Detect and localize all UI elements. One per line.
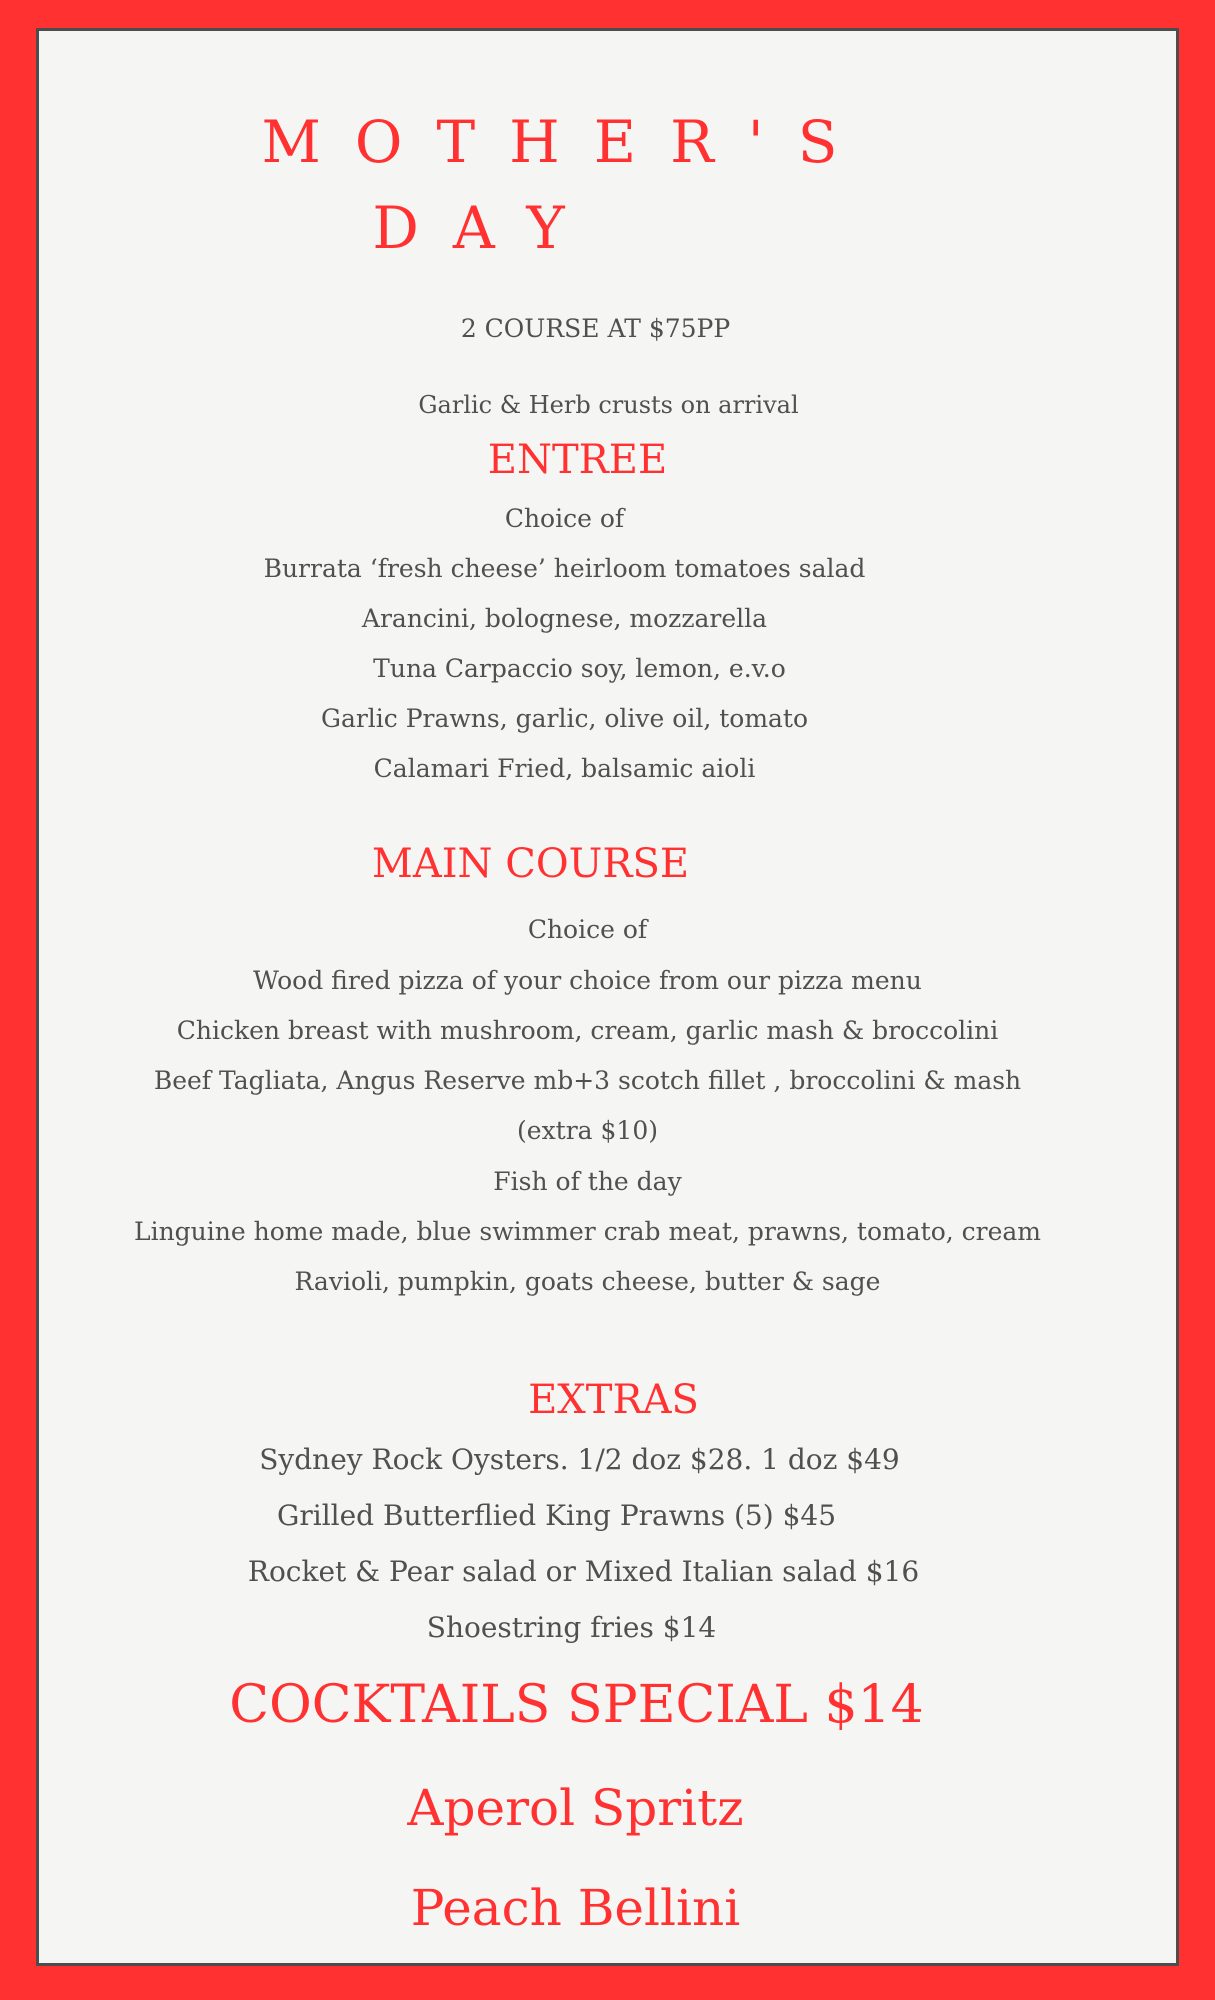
extras-heading: EXTRAS [528, 1377, 699, 1423]
main-item: Wood fired pizza of your choice from our pizza menu [253, 966, 922, 995]
entree-choice-label: Choice of [504, 504, 625, 533]
main-choice-label: Choice of [527, 915, 648, 944]
title-day: DAY [372, 194, 599, 262]
main-item: Ravioli, pumpkin, goats cheese, butter & sage [294, 1267, 881, 1296]
entree-heading: ENTREE [487, 437, 668, 483]
entree-item: Calamari Fried, balsamic aioli [373, 754, 756, 783]
entree-item: Garlic Prawns, garlic, olive oil, tomato [320, 704, 809, 733]
cocktail-item: Aperol Spritz [407, 1779, 744, 1837]
extras-item: Rocket & Pear salad or Mixed Italian salad $16 [247, 1555, 920, 1588]
main-item: Beef Tagliata, Angus Reserve mb+3 scotch fillet , broccolini & mash [153, 1066, 1022, 1095]
menu-card [36, 28, 1179, 1966]
extras-item: Shoestring fries $14 [426, 1611, 717, 1644]
main-course-heading: MAIN COURSE [371, 841, 690, 887]
main-item: Linguine home made, blue swimmer crab meat, prawns, tomato, cream [133, 1217, 1041, 1246]
main-item: Chicken breast with mushroom, cream, garlic mash & broccolini [176, 1016, 999, 1045]
cocktail-item: Peach Bellini [410, 1879, 741, 1937]
title-mothers: MOTHER'S [261, 108, 872, 176]
entree-item: Arancini, bolognese, mozzarella [361, 604, 768, 633]
extras-item: Grilled Butterflied King Prawns (5) $45 [276, 1499, 837, 1532]
extras-item: Sydney Rock Oysters. 1/2 doz $28. 1 doz $49 [259, 1443, 900, 1476]
main-item: Fish of the day [493, 1167, 682, 1196]
entree-item: Burrata ‘fresh cheese’ heirloom tomatoes salad [263, 554, 866, 583]
price-line: 2 COURSE AT $75PP [460, 314, 731, 343]
entree-item: Tuna Carpaccio soy, lemon, e.v.o [373, 654, 786, 683]
main-item: (extra $10) [517, 1116, 658, 1145]
cocktails-heading: COCKTAILS SPECIAL $14 [229, 1675, 924, 1735]
arrival-note: Garlic & Herb crusts on arrival [418, 391, 799, 419]
